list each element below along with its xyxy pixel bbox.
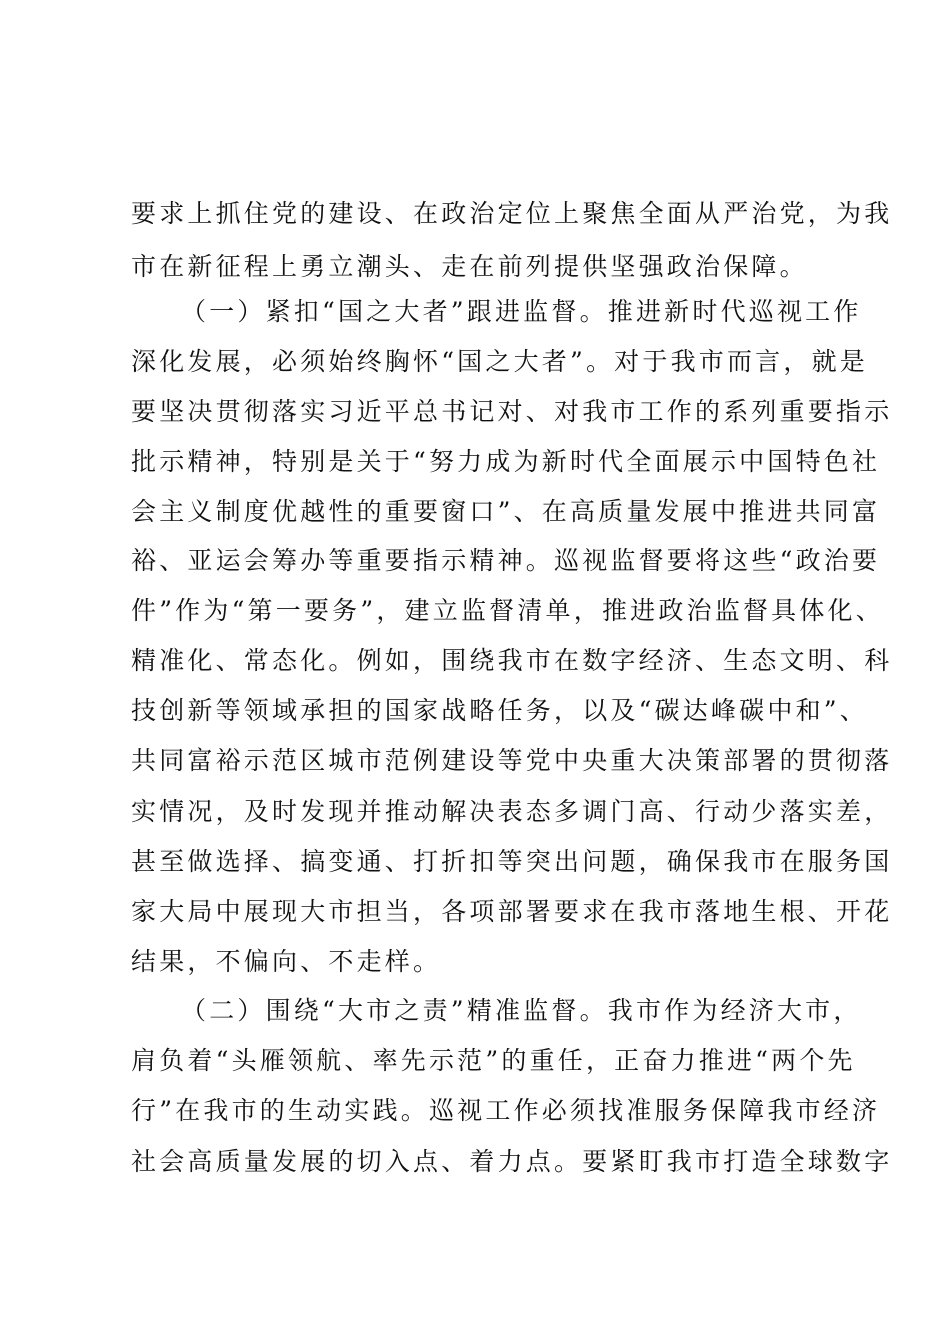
text-line: 行”在我市的生动实践。巡视工作必须找准服务保障我市经济 (131, 1096, 881, 1125)
text-line: 技创新等领域承担的国家战略任务，以及“碳达峰碳中和”、 (131, 696, 868, 725)
paragraph-heading-line: （一）紧扣“国之大者”跟进监督。推进新时代巡视工作 (181, 297, 862, 326)
text-line: 共同富裕示范区城市范例建设等党中央重大决策部署的贯彻落 (131, 746, 893, 775)
text-line: 市在新征程上勇立潮头、走在前列提供坚强政治保障。 (131, 252, 808, 281)
text-line: 家大局中展现大市担当，各项部署要求在我市落地生根、开花 (131, 897, 893, 926)
paragraph-heading-line: （二）围绕“大市之责”精准监督。我市作为经济大市， (181, 996, 862, 1025)
text-line: 社会高质量发展的切入点、着力点。要紧盯我市打造全球数字 (131, 1147, 893, 1176)
text-line: 结果，不偏向、不走样。 (131, 947, 442, 976)
text-line: 甚至做选择、搞变通、打折扣等突出问题，确保我市在服务国 (131, 847, 893, 876)
text-line: 批示精神，特别是关于“努力成为新时代全面展示中国特色社 (131, 447, 881, 476)
text-line: 要求上抓住党的建设、在政治定位上聚焦全面从严治党，为我 (131, 199, 893, 228)
text-line: 裕、亚运会筹办等重要指示精神。巡视监督要将这些“政治要 (131, 546, 881, 575)
text-line: 肩负着“头雁领航、率先示范”的重任，正奋力推进“两个先 (131, 1046, 856, 1075)
text-line: 件”作为“第一要务”，建立监督清单，推进政治监督具体化、 (131, 596, 884, 625)
text-line: 会主义制度优越性的重要窗口”、在高质量发展中推进共同富 (131, 497, 881, 526)
text-line: 深化发展，必须始终胸怀“国之大者”。对于我市而言，就是 (131, 347, 868, 376)
text-line: 要坚决贯彻落实习近平总书记对、对我市工作的系列重要指示 (131, 397, 893, 426)
text-line: 实情况，及时发现并推动解决表态多调门高、行动少落实差， (131, 797, 893, 826)
text-line: 精准化、常态化。例如，围绕我市在数字经济、生态文明、科 (131, 646, 893, 675)
